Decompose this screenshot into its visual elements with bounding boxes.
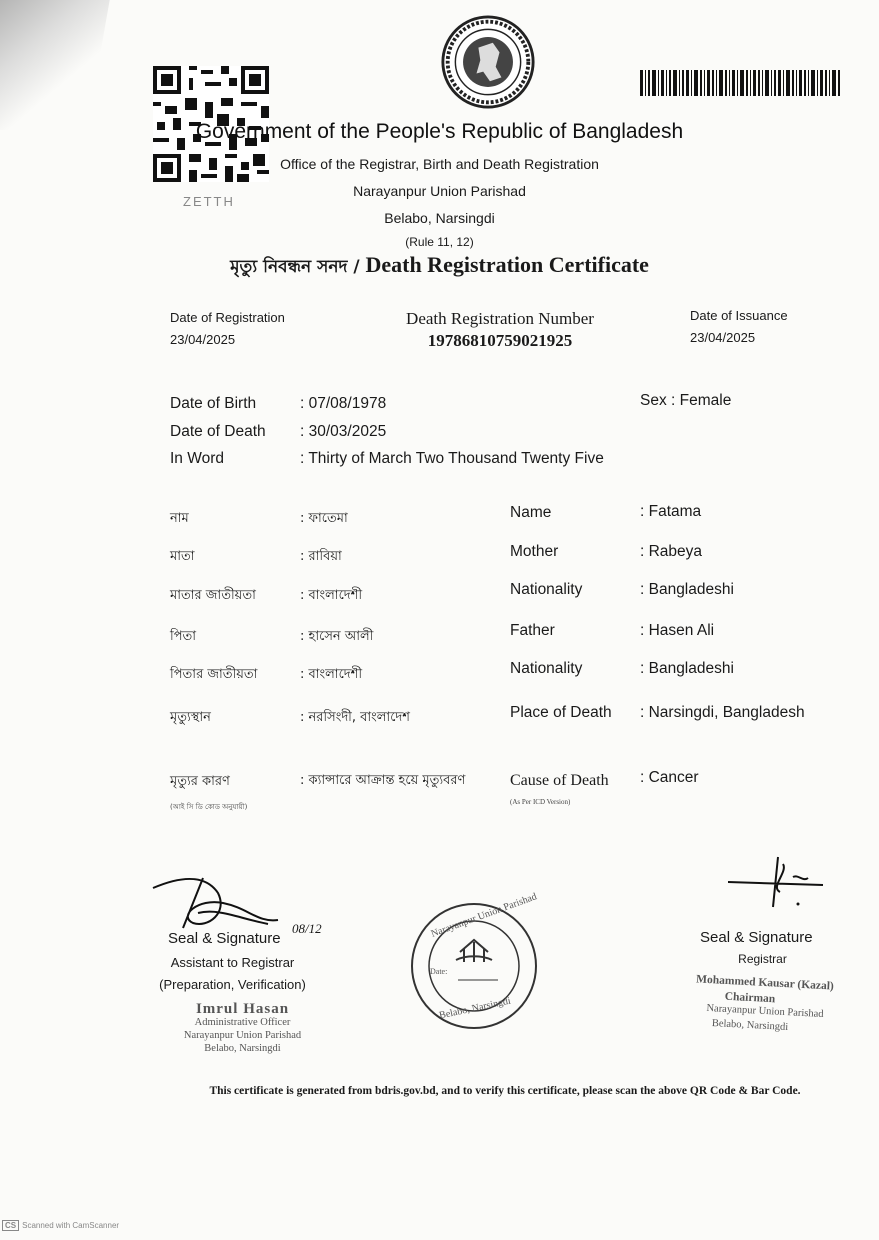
registrar-seal-title: Seal & Signature [700,929,813,946]
sex-value: Sex : Female [640,392,732,409]
government-title: Government of the People's Republic of Bangladesh [195,120,684,143]
dob-value: : 07/08/1978 [300,395,387,412]
dod-label: Date of Death [170,423,266,440]
scanner-text: Scanned with CamScanner [22,1221,120,1230]
detail-bn-value: : ফাতেমা [300,511,348,526]
detail-en-value: : Fatama [640,503,702,520]
detail-en-label: Father [510,622,555,639]
page-fold-shadow [0,0,113,130]
cause-en-label: Cause of Death [510,772,609,789]
certificate-title [0,252,879,282]
scanner-badge: CS [2,1220,19,1231]
detail-bn-value: : হাসেন আলী [300,629,374,644]
assistant-stamp-line: Administrative Officer [194,1017,291,1028]
rule-reference: (Rule 11, 12) [405,235,474,249]
detail-bn-value: : বাংলাদেশী [300,588,363,603]
government-emblem-icon [440,14,536,110]
registrar-role: Registrar [738,952,787,966]
detail-bn-value: : রাবিয়া [300,549,342,564]
cause-en-note: (As Per ICD Version) [510,798,571,806]
registrar-stamp-name: Mohammed Kausar (Kazal) [695,973,835,993]
assistant-role: Assistant to Registrar [170,955,295,970]
inword-label: In Word [170,450,224,467]
detail-en-value: : Rabeya [640,543,703,560]
cause-en-value: : Cancer [640,769,699,786]
detail-en-label: Name [510,504,552,521]
registrar-signature-icon [728,852,828,916]
barcode-icon [640,70,840,96]
inword-value: : Thirty of March Two Thousand Twenty Five [300,450,604,467]
dob-label: Date of Birth [170,395,257,412]
certificate-title-en: Death Registration Certificate [365,252,649,277]
detail-en-label: Nationality [510,660,583,677]
seal-date-label: Date: [430,967,448,976]
verification-footer: This certificate is generated from bdris.gov.bd, and to verify this certificate, please scan the above QR Code & Bar Code. [209,1085,801,1097]
dod-value: : 30/03/2025 [300,423,387,440]
cause-bn-value: : ক্যান্সারে আক্রান্ত হয়ে মৃত্যুবরণ [300,773,466,788]
detail-bn-label: মৃত্যুস্থান [170,710,211,725]
registrar-stamp-line: Narayanpur Union Parishad [706,1002,824,1021]
assistant-stamp-name: Imrul Hasan [195,1001,290,1017]
detail-bn-label: মাতার জাতীয়তা [170,588,256,603]
registration-date: 23/04/2025 [170,332,236,347]
detail-bn-label: পিতা [170,629,197,644]
registrar-stamp-line: Chairman [724,990,776,1006]
registrar-stamp-line: Belabo, Narsingdi [711,1018,789,1033]
detail-en-value: : Bangladeshi [640,660,734,677]
detail-bn-value: : নরসিংদী, বাংলাদেশ [300,710,410,725]
detail-en-value: : Hasen Ali [640,622,715,639]
issuance-date: 23/04/2025 [690,330,756,345]
location: Belabo, Narsingdi [384,210,495,226]
detail-en-label: Nationality [510,581,583,598]
assistant-date-scribble: 08/12 [292,921,322,936]
detail-en-label: Place of Death [510,704,612,721]
union-name: Narayanpur Union Parishad [353,183,526,199]
assistant-stamp-line: Belabo, Narsingdi [204,1043,281,1054]
detail-en-label: Mother [510,543,559,560]
detail-bn-value: : বাংলাদেশী [300,667,363,682]
certificate-title-bn: মৃত্যু নিবন্ধন সনদ / [230,257,366,277]
assistant-seal-title: Seal & Signature [168,930,281,947]
detail-bn-label: পিতার জাতীয়তা [170,667,258,682]
registration-number: 19786810759021925 [427,331,573,350]
assistant-stamp-line: Narayanpur Union Parishad [183,1030,302,1041]
office-name: Office of the Registrar, Birth and Death Registration [280,156,599,172]
detail-en-value: : Narsingdi, Bangladesh [640,704,805,721]
registration-date-label: Date of Registration [170,310,285,325]
registration-number-label: Death Registration Number [406,309,594,328]
cause-bn-note: (আই সি ডি কোড অনুযায়ী) [170,803,248,811]
assistant-sub-role: (Preparation, Verification) [159,977,306,992]
qr-caption: ZETTH [183,194,235,209]
cause-bn-label: মৃত্যুর কারণ [170,774,230,789]
detail-bn-label: নাম [170,511,189,526]
detail-en-value: : Bangladeshi [640,581,734,598]
seal-ring-text: Narayanpur Union Parishad [429,891,539,940]
seal-bottom-text: Belabo, Narsingdi [438,995,512,1022]
issuance-date-label: Date of Issuance [690,308,788,323]
detail-bn-label: মাতা [170,549,195,564]
scanner-watermark [2,1220,119,1231]
